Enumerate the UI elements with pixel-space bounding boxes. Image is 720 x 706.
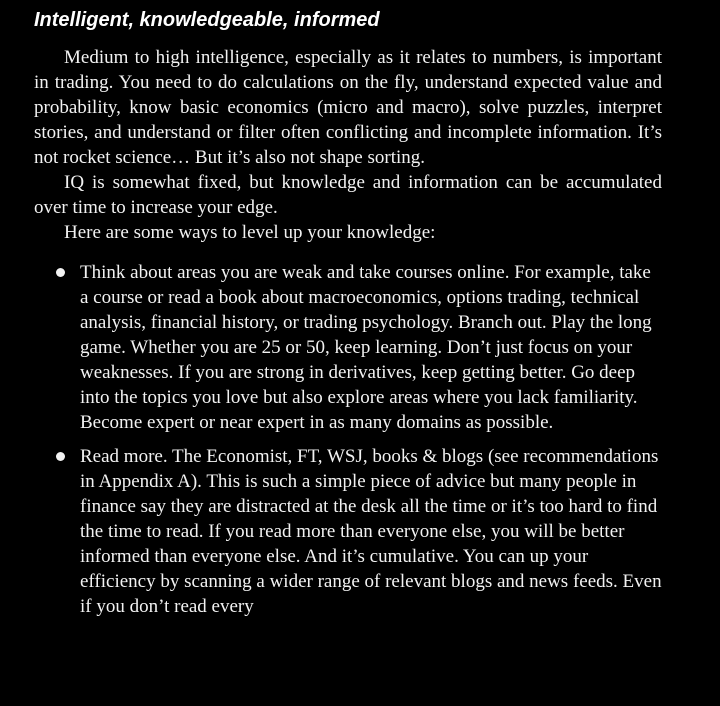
- bullet-text-read-more: Read more. The Economist, FT, WSJ, books & blogs (see recommendations in Appendix A). This is such a simple piece of advice but many people in finance say they are distracted at the desk all the time or it’s too hard to find the time to read. If you read more than everyone else, you will be better informed than everyone else. And it’s cumulative. You can up your efficiency by scanning a wider range of relevant blogs and news feeds. Even if you don’t read every: [80, 446, 662, 617]
- bullet-list: [34, 260, 662, 619]
- paragraph-iq: IQ is somewhat fixed, but knowledge and information can be accumulated over time to increase your edge.: [34, 172, 662, 218]
- list-item: [34, 260, 662, 435]
- bullet-icon: [56, 268, 65, 277]
- paragraph-level-up: Here are some ways to level up your knowledge:: [64, 222, 436, 243]
- section-heading: Intelligent, knowledgeable, informed: [34, 9, 380, 31]
- paragraph-intelligence: Medium to high intelligence, especially as it relates to numbers, is important in trading. You need to do calculations on the fly, understand expected value and probability, know basic economics (micro and macro), solve puzzles, interpret stories, and understand or filter often conflicting and incomplete information. It’s not rocket science… But it’s also not shape sorting.: [34, 47, 662, 168]
- section-body: [34, 45, 662, 628]
- list-item: [34, 444, 662, 619]
- bullet-icon: [56, 452, 65, 461]
- bullet-text-courses: Think about areas you are weak and take courses online. For example, take a course or read a book about macroeconomics, options trading, technical analysis, financial history, or trading psychology. Branch out. Play the long game. Whether you are 25 or 50, keep learning. Don’t just focus on your weaknesses. If you are strong in derivatives, keep getting better. Go deep into the topics you love but also explore areas where you lack familiarity. Become expert or near expert in as many domains as possible.: [80, 262, 652, 433]
